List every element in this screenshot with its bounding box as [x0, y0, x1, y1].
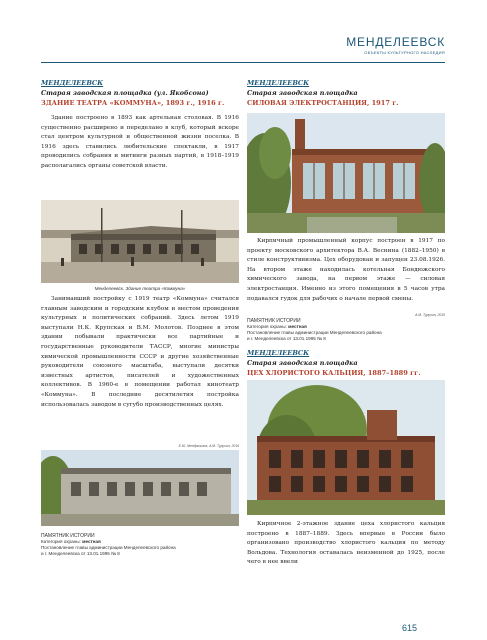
- article-theatre-heading: [41, 79, 239, 107]
- theatre-photo-credit: Е.Ю. Мендрыкина, А.М. Турухин, 2016: [178, 444, 239, 448]
- decree-line-1: Постановление главы администрации Менделеевского района: [247, 330, 382, 336]
- monument-label: ПАМЯТНИК ИСТОРИИ: [247, 318, 301, 324]
- category-prefix: Категория охраны:: [41, 539, 81, 544]
- power-station-photo: [247, 113, 445, 233]
- power-photo-credit: А.М. Турухин, 2015: [415, 313, 445, 317]
- category-prefix: Категория охраны:: [247, 324, 287, 329]
- theatre-monument-info: [41, 533, 239, 558]
- power-monument-info: [247, 318, 445, 343]
- article-power-heading: [247, 79, 445, 107]
- decree-line-2: и г. Менделеевска от 13.01.1995 № 8: [41, 551, 120, 557]
- page-number: 615: [402, 623, 418, 633]
- article-chloride-heading: [247, 349, 445, 377]
- article-address: Старая заводская площадка (ул. Якобсона): [41, 89, 209, 97]
- theatre-modern-photo: [41, 450, 239, 526]
- article-place: МЕНДЕЛЕЕВСК: [247, 349, 310, 357]
- article-chloride-para: Кирпичное 2-этажное здание цеха хлористого кальция построено в 1887–1889. Здесь впервые в России было организовано производство хлористого кальция по методу Вольдова. Технология оставалась неизменной до 1925, после чего в нее ввели: [247, 521, 445, 566]
- monument-label: ПАМЯТНИК ИСТОРИИ: [41, 533, 95, 539]
- article-title: ЦЕХ ХЛОРИСТОГО КАЛЬЦИЯ, 1887–1889 гг.: [247, 369, 421, 377]
- header-subtitle: ОБЪЕКТЫ КУЛЬТУРНОГО НАСЛЕДИЯ: [364, 50, 445, 55]
- decree-line-1: Постановление главы администрации Менделеевского района: [41, 545, 176, 551]
- category-value: местная: [288, 324, 307, 329]
- chloride-shop-photo: [247, 380, 445, 515]
- header-rule: [41, 62, 445, 63]
- category-value: местная: [82, 539, 101, 544]
- article-theatre-para2: Занимавший постройку с 1919 театр «Коммуна» считался главным заводским и городским клубом и местом проведения культурных и политических собраний. Здесь летом 1919 выступали Н.К. Крупская и В.М. Молотов. Позднее в этом здании побывали практически все партийные и государственные руководители ТАССР, многие министры химической промышленности СССР и другие хозяйственные руководители союзного масштаба, выступали десятки известных артистов, писателей и художественных коллективов. В 1960-е в помещении работал кинотеатр «Коммуна». В последние десятилетия постройка использовалась заводом в сугубо производственных целях.: [41, 296, 239, 408]
- running-header: [346, 35, 445, 55]
- article-title: СИЛОВАЯ ЭЛЕКТРОСТАНЦИЯ, 1917 г.: [247, 99, 399, 107]
- decree-line-2: и г. Менделеевска от 13.01.1995 № 8: [247, 336, 326, 342]
- article-power-para: Кирпичный промышленный корпус построен в 1917 по проекту московского архитектора В.А. Веснина (1882–1950) в стиле конструктивизма. Цех оборудован и запущен 23.08.1926. На втором этаже находилась котельная Бондюжского химического завода, на первом этаже — силовая электростанция. Именно из этого помещения в 5 часов утра подавался гудок для рабочих о начале первой смены.: [247, 238, 445, 302]
- article-place: МЕНДЕЛЕЕВСК: [247, 79, 310, 87]
- header-title: МЕНДЕЛЕЕВСК: [346, 35, 445, 49]
- theatre-photo: [41, 200, 239, 283]
- article-theatre-para1: Здание построено в 1893 как артельная столовая. В 1916 существенно расширено и переделано в клуб, который вскоре стал центром культурной и общественной жизни поселка. В 1916 здесь ставились любительские спектакли, в 1917 проводились собрания и митинги разных партий, в 1918–1919 располагались органы советской власти.: [41, 115, 239, 169]
- theatre-photo-caption: Менделеевск. Здание театра «Коммуна»: [94, 286, 186, 291]
- article-place: МЕНДЕЛЕЕВСК: [41, 79, 104, 87]
- article-address: Старая заводская площадка: [247, 89, 358, 97]
- article-title: ЗДАНИЕ ТЕАТРА «КОММУНА», 1893 г., 1916 г.: [41, 99, 225, 107]
- article-address: Старая заводская площадка: [247, 359, 358, 367]
